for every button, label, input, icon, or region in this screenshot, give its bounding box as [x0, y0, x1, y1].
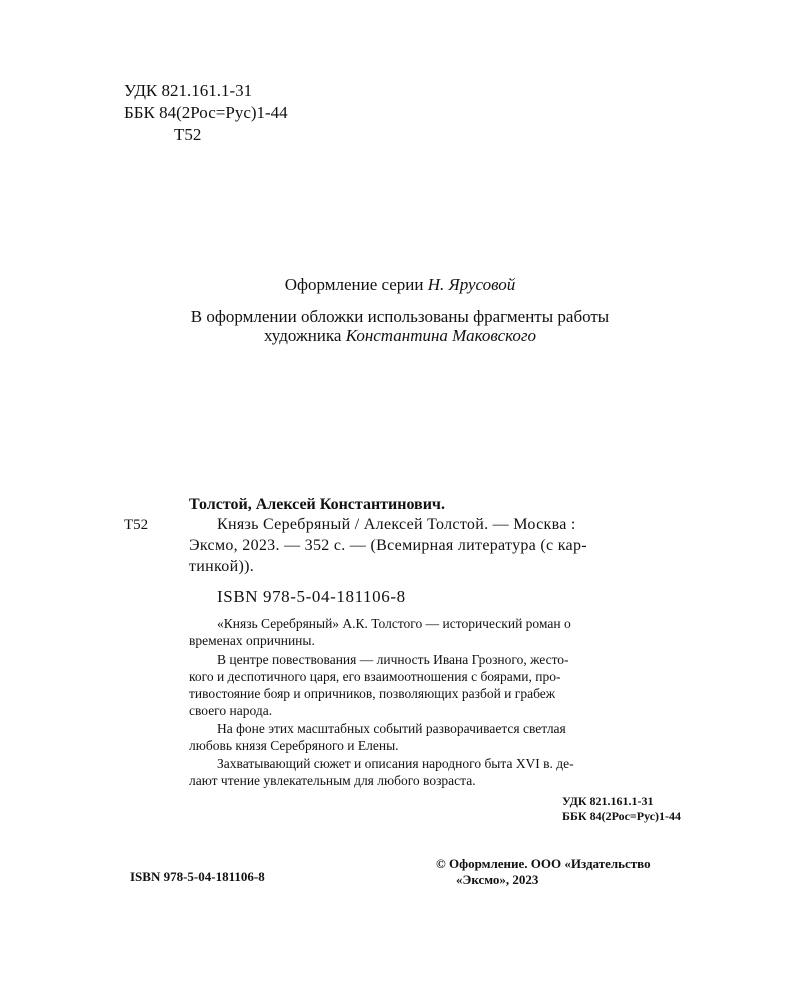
author-mark: Т52 — [174, 125, 202, 144]
udk-code-small: УДК 821.161.1-31 — [562, 794, 654, 808]
footer-isbn: ISBN 978-5-04-181106-8 — [130, 869, 265, 884]
bbk-code: ББК 84(2Рос=Рус)1-44 — [124, 103, 288, 122]
record-isbn: ISBN 978-5-04-181106-8 — [217, 587, 406, 606]
bibliographic-line: тинкой)). — [189, 558, 254, 575]
annotation-line: тивостояние бояр и опричников, позволяющих разбой и грабеж — [189, 686, 556, 701]
annotation-line: «Князь Серебряный» А.К. Толстого — исторический роман о — [217, 616, 571, 631]
annotation-line: Захватывающий сюжет и описания народного быта XVI в. де- — [217, 756, 574, 771]
annotation-line: На фоне этих масштабных событий разворачивается светлая — [217, 721, 566, 736]
cover-artist-name: Константина Маковского — [345, 326, 537, 345]
bibliographic-line: Эксмо, 2023. — 352 с. — (Всемирная литература (с кар- — [189, 537, 587, 554]
series-credit-label: Оформление серии — [284, 275, 428, 294]
cover-credit-label: художника — [263, 326, 346, 345]
copyright-line: © Оформление. ООО «Издательство — [436, 856, 651, 871]
bibliographic-line: Князь Серебряный / Алексей Толстой. — Москва : — [217, 516, 576, 533]
series-designer-name: Н. Ярусовой — [427, 275, 516, 294]
bbk-code-small: ББК 84(2Рос=Рус)1-44 — [562, 809, 682, 823]
record-author-mark: Т52 — [124, 517, 149, 533]
annotation-line: кого и деспотичного царя, его взаимоотношения с боярами, про- — [189, 669, 561, 684]
annotation-line: В центре повествования — личность Ивана Грозного, жесто- — [217, 652, 569, 667]
copyright-line: «Эксмо», 2023 — [456, 872, 539, 887]
annotation-line: лают чтение увлекательным для любого возраста. — [189, 773, 476, 788]
annotation-line: своего народа. — [189, 703, 273, 718]
author-heading: Толстой, Алексей Константинович. — [189, 496, 445, 513]
udk-code: УДК 821.161.1-31 — [124, 81, 253, 100]
annotation-line: любовь князя Серебряного и Елены. — [189, 738, 399, 753]
annotation-line: временах опричнины. — [189, 633, 315, 648]
cover-credit-artist-line — [0, 326, 800, 346]
series-credit — [0, 275, 800, 295]
cover-credit-line: В оформлении обложки использованы фрагменты работы — [190, 307, 610, 326]
